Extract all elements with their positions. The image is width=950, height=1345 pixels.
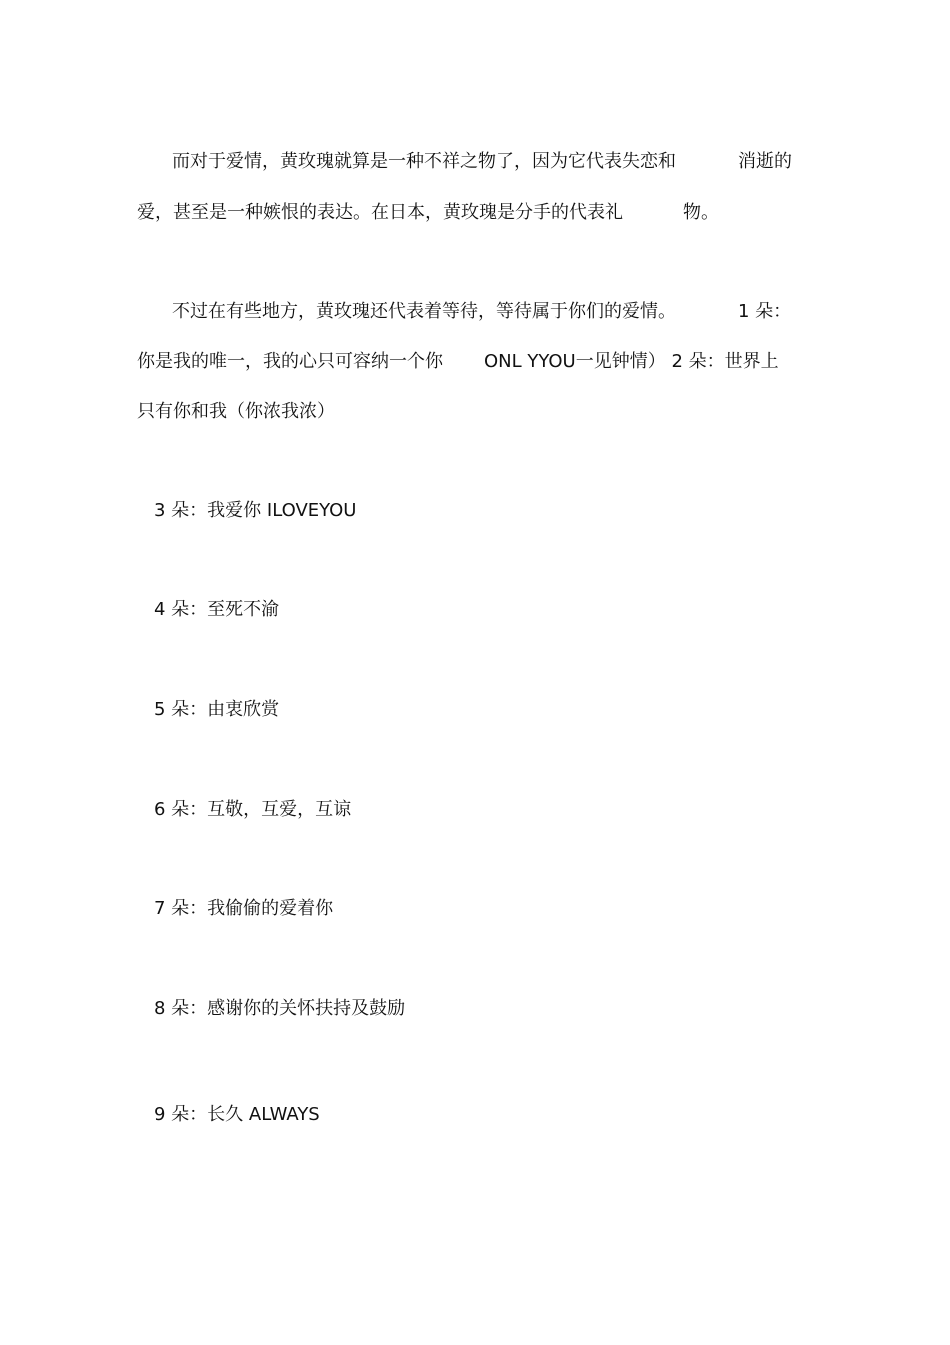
text-segment: 你是我的唯一，我的心只可容纳一个你 <box>137 351 443 372</box>
list-item: 8 朵：感谢你的关怀扶持及鼓励 <box>154 998 406 1019</box>
text-segment: 只有你和我（你浓我浓） <box>137 401 335 422</box>
text-segment: 爱，甚至是一种嫉恨的表达。在日本，黄玫瑰是分手的代表礼 <box>137 202 623 223</box>
list-item: 3 朵：我爱你 ILOVEYOU <box>154 500 357 521</box>
text-segment: 物。 <box>683 202 719 223</box>
list-item: 6 朵：互敬，互爱，互谅 <box>154 799 352 820</box>
list-item: 7 朵：我偷偷的爱着你 <box>154 898 334 919</box>
text-segment: 不过在有些地方，黄玫瑰还代表着等待，等待属于你们的爱情。 <box>172 301 676 322</box>
text-segment: ONL YYOU一见钟情） 2 朵：世界上 <box>484 351 779 372</box>
list-item: 9 朵：长久 ALWAYS <box>154 1104 320 1125</box>
list-item: 4 朵：至死不渝 <box>154 599 280 620</box>
list-item: 5 朵：由衷欣赏 <box>154 699 280 720</box>
text-segment: 而对于爱情，黄玫瑰就算是一种不祥之物了，因为它代表失恋和 <box>172 151 676 172</box>
text-segment: 1 朵： <box>738 301 792 322</box>
text-segment: 消逝的 <box>738 151 792 172</box>
